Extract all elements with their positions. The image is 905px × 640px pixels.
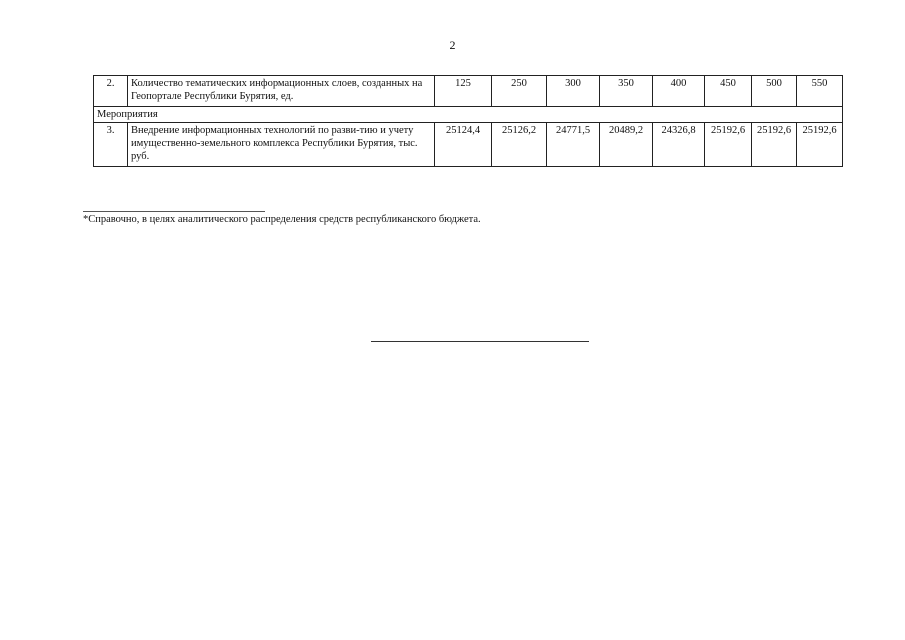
end-of-document-rule (371, 341, 589, 342)
row-description: Внедрение информационных технологий по разви-тию и учету имущественно-земельного комплекса Республики Бурятия, тыс. руб. (128, 123, 435, 167)
value-cell: 125 (435, 76, 492, 107)
table-row (94, 76, 843, 107)
section-row (94, 107, 843, 123)
value-cell: 350 (600, 76, 653, 107)
value-cell: 25126,2 (492, 123, 547, 167)
row-index: 2. (94, 76, 128, 107)
row-description: Количество тематических информационных слоев, созданных на Геопортале Республики Бурятия, ед. (128, 76, 435, 107)
value-cell: 400 (653, 76, 705, 107)
indicators-table (93, 75, 843, 167)
footnote-divider (83, 211, 265, 212)
value-cell: 20489,2 (600, 123, 653, 167)
value-cell: 24771,5 (547, 123, 600, 167)
section-label: Мероприятия (94, 107, 843, 123)
value-cell: 24326,8 (653, 123, 705, 167)
value-cell: 300 (547, 76, 600, 107)
value-cell: 250 (492, 76, 547, 107)
value-cell: 550 (797, 76, 843, 107)
table-row (94, 123, 843, 167)
value-cell: 25124,4 (435, 123, 492, 167)
value-cell: 25192,6 (752, 123, 797, 167)
value-cell: 450 (705, 76, 752, 107)
value-cell: 500 (752, 76, 797, 107)
row-index: 3. (94, 123, 128, 167)
value-cell: 25192,6 (705, 123, 752, 167)
page-number: 2 (449, 38, 456, 52)
footnote: *Справочно, в целях аналитического распределения средств республиканского бюджета. (83, 214, 481, 225)
value-cell: 25192,6 (797, 123, 843, 167)
